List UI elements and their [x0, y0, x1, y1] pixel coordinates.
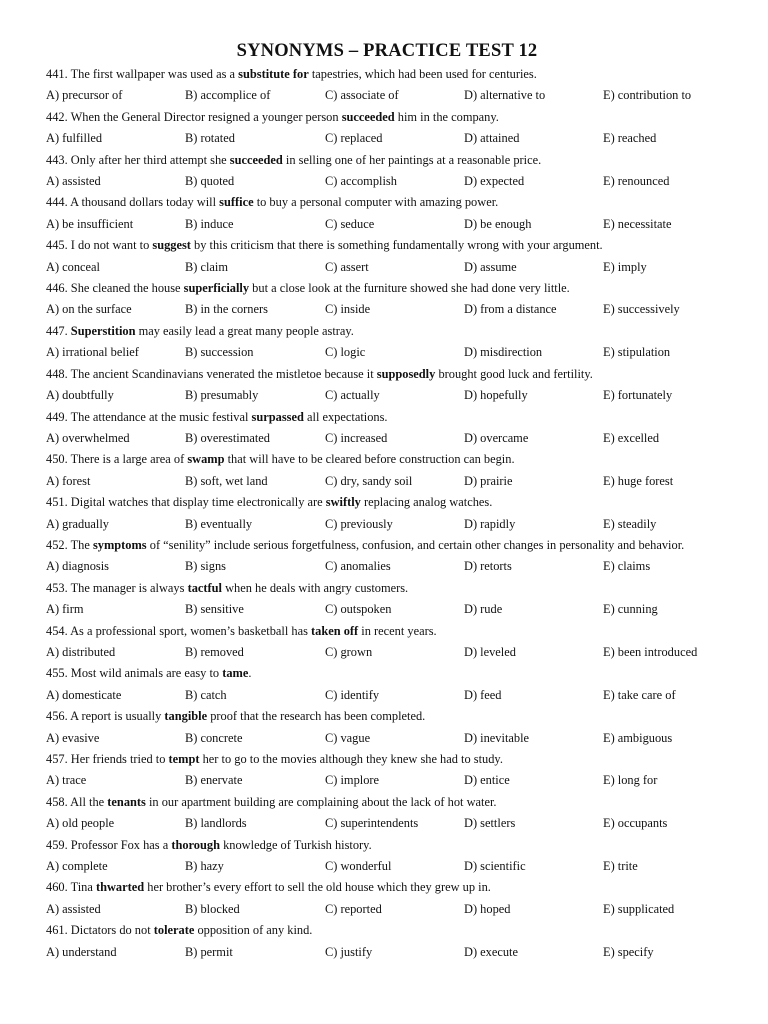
answer-options [46, 770, 728, 791]
answer-option-c: C) identify [325, 687, 380, 702]
answer-option-a: A) old people [46, 816, 115, 831]
answer-option-b: B) claim [185, 259, 229, 274]
question-number: 452. [46, 537, 68, 552]
question-text: There is a large area of [70, 452, 185, 467]
answer-options [46, 85, 728, 106]
key-word: surpassed [251, 409, 304, 424]
answer-option-e: E) imply [603, 259, 647, 274]
key-word: suffice [219, 195, 254, 210]
question-text: All the [70, 794, 105, 809]
answer-option-d: D) misdirection [464, 345, 543, 360]
answer-option-b: B) overestimated [185, 430, 270, 445]
answer-option-e: E) been introduced [603, 644, 698, 659]
question-text: opposition of any kind. [197, 923, 313, 938]
question-text: Professor Fox has a [70, 837, 169, 852]
answer-option-e: E) take care of [603, 687, 676, 702]
question-text: brought good luck and fertility. [438, 366, 593, 381]
key-word: supposedly [376, 366, 436, 381]
question-text: The [70, 537, 90, 552]
question-number: 447. [46, 323, 68, 338]
answer-option-c: C) implore [325, 773, 380, 788]
answer-option-a: A) firm [46, 602, 84, 617]
key-word: superficially [183, 281, 250, 296]
question-text: A report is usually [70, 709, 162, 724]
question-text: Only after her third attempt she [70, 152, 227, 167]
answer-option-c: C) replaced [325, 131, 383, 146]
answer-option-e: E) excelled [603, 430, 660, 445]
answer-option-b: B) catch [185, 687, 227, 702]
answer-option-e: E) occupants [603, 816, 668, 831]
answer-options [46, 942, 728, 963]
question-457 [46, 749, 728, 770]
answer-option-c: C) associate of [325, 88, 399, 103]
answer-options [46, 471, 728, 492]
question-451 [46, 492, 728, 513]
question-number: 454. [46, 623, 68, 638]
key-word: tangible [164, 709, 208, 724]
answer-option-d: D) assume [464, 259, 517, 274]
answer-option-e: E) successively [603, 302, 680, 317]
question-455 [46, 663, 728, 684]
answer-option-b: B) eventually [185, 516, 253, 531]
answer-option-e: E) long for [603, 773, 658, 788]
answer-options [46, 385, 728, 406]
question-text: I do not want to [70, 238, 150, 253]
question-text: replacing analog watches. [363, 495, 493, 510]
key-word: substitute for [238, 67, 309, 81]
question-text: The ancient Scandinavians venerated the mistletoe because it [70, 366, 374, 381]
answer-option-b: B) succession [185, 345, 254, 360]
question-449 [46, 407, 728, 428]
question-text: proof that the research has been completed. [210, 709, 426, 724]
question-number: 442. [46, 109, 68, 124]
question-text: that will have to be cleared before construction can begin. [227, 452, 515, 467]
answer-option-e: E) renounced [603, 174, 670, 189]
question-text: in our apartment building are complaining about the lack of hot water. [148, 794, 497, 809]
key-word: swamp [187, 452, 225, 467]
answer-option-b: B) induce [185, 216, 234, 231]
answer-option-d: D) hopefully [464, 388, 528, 403]
answer-option-d: D) entice [464, 773, 510, 788]
question-text: in recent years. [361, 623, 437, 638]
answer-option-d: D) scientific [464, 859, 526, 874]
question-number: 453. [46, 580, 68, 595]
answer-options [46, 428, 728, 449]
answer-option-d: D) hoped [464, 901, 511, 916]
question-number: 448. [46, 366, 68, 381]
key-word: tame [222, 666, 249, 681]
answer-option-c: C) vague [325, 730, 371, 745]
answer-option-e: E) ambiguous [603, 730, 673, 745]
question-number: 444. [46, 195, 68, 210]
key-word: thwarted [95, 880, 145, 895]
key-word: swiftly [325, 495, 361, 510]
answer-option-a: A) forest [46, 473, 91, 488]
answer-option-d: D) expected [464, 174, 525, 189]
question-text: by this criticism that there is something fundamentally wrong with your argument. [194, 238, 603, 253]
answer-option-d: D) feed [464, 687, 502, 702]
question-444 [46, 192, 728, 213]
key-word: thorough [171, 837, 220, 852]
question-text: may easily lead a great many people astray. [138, 323, 354, 338]
answer-option-e: E) fortunately [603, 388, 673, 403]
question-456 [46, 706, 728, 727]
question-447 [46, 321, 728, 342]
key-word: tolerate [153, 923, 195, 938]
answer-option-d: D) rude [464, 602, 503, 617]
question-text: As a professional sport, women’s basketball has [70, 623, 308, 638]
answer-option-d: D) attained [464, 131, 520, 146]
answer-option-a: A) fulfilled [46, 131, 103, 146]
answer-options [46, 128, 728, 149]
answer-option-b: B) enervate [185, 773, 243, 788]
answer-option-b: B) quoted [185, 174, 235, 189]
answer-options [46, 642, 728, 663]
question-number: 449. [46, 409, 68, 424]
answer-option-d: D) be enough [464, 216, 532, 231]
question-text: knowledge of Turkish history. [223, 837, 372, 852]
answer-options [46, 813, 728, 834]
answer-option-a: A) assisted [46, 174, 101, 189]
key-word: succeeded [229, 152, 283, 167]
answer-option-b: B) hazy [185, 859, 224, 874]
question-442 [46, 107, 728, 128]
answer-option-c: C) increased [325, 430, 388, 445]
question-text: of “senility” include serious forgetfulness, confusion, and certain other changes in personality and behavior. [149, 537, 685, 552]
answer-option-c: C) outspoken [325, 602, 392, 617]
question-number: 446. [46, 281, 68, 296]
question-text: all expectations. [307, 409, 388, 424]
answer-option-e: E) claims [603, 559, 651, 574]
key-word: taken off [311, 623, 359, 638]
question-text: Her friends tried to [70, 752, 166, 766]
answer-option-b: B) permit [185, 944, 233, 959]
answer-option-b: B) soft, wet land [185, 473, 268, 488]
question-text: Most wild animals are easy to [70, 666, 220, 681]
answer-option-c: C) assert [325, 259, 369, 274]
question-text: The first wallpaper was used as a [70, 67, 236, 81]
answer-option-c: C) superintendents [325, 816, 419, 831]
answer-option-e: E) reached [603, 131, 657, 146]
question-454 [46, 621, 728, 642]
question-text: in selling one of her paintings at a reasonable price. [285, 152, 542, 167]
answer-options [46, 514, 728, 535]
answer-option-d: D) rapidly [464, 516, 516, 531]
question-number: 445. [46, 238, 68, 253]
answer-option-a: A) irrational belief [46, 345, 139, 360]
answer-option-a: A) gradually [46, 516, 109, 531]
question-text: to buy a personal computer with amazing power. [256, 195, 499, 210]
question-number: 458. [46, 794, 68, 809]
answer-option-d: D) retorts [464, 559, 512, 574]
answer-option-e: E) supplicated [603, 901, 675, 916]
answer-option-a: A) distributed [46, 644, 116, 659]
answer-option-e: E) trite [603, 859, 638, 874]
key-word: suggest [152, 238, 191, 253]
answer-option-a: A) understand [46, 944, 117, 959]
answer-option-b: B) accomplice of [185, 88, 271, 103]
answer-option-a: A) evasive [46, 730, 100, 745]
answer-option-a: A) domesticate [46, 687, 122, 702]
answer-option-c: C) dry, sandy soil [325, 473, 413, 488]
question-text: The attendance at the music festival [70, 409, 249, 424]
question-text: her brother’s every effort to sell the old house which they grew up in. [147, 880, 491, 895]
answer-option-c: C) justify [325, 944, 373, 959]
answer-option-b: B) landlords [185, 816, 247, 831]
answer-option-c: C) inside [325, 302, 371, 317]
answer-option-d: D) alternative to [464, 88, 546, 103]
key-word: tempt [168, 752, 200, 766]
question-text: When the General Director resigned a younger person [70, 109, 339, 124]
answer-option-e: E) stipulation [603, 345, 671, 360]
question-text: him in the company. [397, 109, 499, 124]
answer-option-b: B) presumably [185, 388, 259, 403]
answer-option-d: D) inevitable [464, 730, 530, 745]
answer-option-c: C) actually [325, 388, 380, 403]
question-text: . [248, 666, 252, 681]
question-448 [46, 364, 728, 385]
key-word: tactful [187, 580, 222, 595]
answer-option-a: A) doubtfully [46, 388, 114, 403]
answer-option-a: A) overwhelmed [46, 430, 130, 445]
question-text: her to go to the movies although they knew she had to study. [202, 752, 503, 766]
question-text: Tina [70, 880, 93, 895]
answer-option-e: E) specify [603, 944, 654, 959]
answer-options [46, 214, 728, 235]
question-number: 456. [46, 709, 68, 724]
answer-options [46, 556, 728, 577]
question-text: when he deals with angry customers. [225, 580, 409, 595]
question-text: Digital watches that display time electronically are [70, 495, 323, 510]
answer-option-d: D) overcame [464, 430, 529, 445]
answer-options [46, 856, 728, 877]
answer-option-a: A) assisted [46, 901, 101, 916]
question-460 [46, 877, 728, 898]
answer-option-c: C) grown [325, 644, 373, 659]
question-number: 455. [46, 666, 68, 681]
question-450 [46, 449, 728, 470]
question-number: 443. [46, 152, 68, 167]
answer-option-a: A) diagnosis [46, 559, 109, 574]
key-word: symptoms [92, 537, 147, 552]
answer-option-e: E) contribution to [603, 88, 692, 103]
answer-option-b: B) sensitive [185, 602, 244, 617]
answer-option-a: A) trace [46, 773, 87, 788]
answer-option-e: E) cunning [603, 602, 658, 617]
answer-option-c: C) seduce [325, 216, 375, 231]
question-text: She cleaned the house [70, 281, 181, 296]
answer-options [46, 599, 728, 620]
question-number: 460. [46, 880, 68, 895]
answer-option-d: D) from a distance [464, 302, 557, 317]
answer-option-b: B) blocked [185, 901, 240, 916]
answer-option-d: D) leveled [464, 644, 516, 659]
question-446 [46, 278, 728, 299]
answer-option-a: A) on the surface [46, 302, 132, 317]
question-number: 451. [46, 495, 68, 510]
question-445 [46, 235, 728, 256]
answer-option-b: B) in the corners [185, 302, 268, 317]
answer-option-b: B) concrete [185, 730, 243, 745]
answer-option-c: C) previously [325, 516, 393, 531]
answer-option-a: A) complete [46, 859, 108, 874]
question-text: but a close look at the furniture showed she had done very little. [252, 281, 570, 296]
answer-options [46, 899, 728, 920]
question-458 [46, 792, 728, 813]
answer-options [46, 685, 728, 706]
answer-option-d: D) execute [464, 944, 519, 959]
question-text: Dictators do not [70, 923, 151, 938]
answer-option-d: D) settlers [464, 816, 516, 831]
answer-option-e: E) huge forest [603, 473, 674, 488]
answer-option-a: A) be insufficient [46, 216, 134, 231]
question-text: tapestries, which had been used for centuries. [311, 67, 537, 81]
question-list [46, 64, 728, 963]
answer-option-c: C) logic [325, 345, 366, 360]
question-text: The manager is always [70, 580, 185, 595]
question-453 [46, 578, 728, 599]
key-word: tenants [107, 794, 146, 809]
question-461 [46, 920, 728, 941]
answer-option-e: E) necessitate [603, 216, 672, 231]
question-number: 450. [46, 452, 68, 467]
answer-option-c: C) reported [325, 901, 382, 916]
question-text: A thousand dollars today will [70, 195, 217, 210]
answer-option-b: B) signs [185, 559, 226, 574]
answer-option-b: B) rotated [185, 131, 235, 146]
page-title: SYNONYMS – PRACTICE TEST 12 [236, 41, 538, 61]
answer-option-b: B) removed [185, 644, 244, 659]
answer-option-c: C) accomplish [325, 174, 397, 189]
answer-options [46, 342, 728, 363]
question-452 [46, 535, 728, 556]
question-number: 459. [46, 837, 68, 852]
key-word: Superstition [70, 323, 136, 338]
answer-option-e: E) steadily [603, 516, 657, 531]
answer-options [46, 257, 728, 278]
answer-options [46, 299, 728, 320]
answer-options [46, 728, 728, 749]
answer-options [46, 171, 728, 192]
answer-option-c: C) wonderful [325, 859, 392, 874]
question-441 [46, 64, 728, 85]
answer-option-a: A) precursor of [46, 88, 123, 103]
question-number: 461. [46, 923, 68, 938]
answer-option-a: A) conceal [46, 259, 101, 274]
question-number: 441. [46, 67, 68, 81]
answer-option-d: D) prairie [464, 473, 513, 488]
question-number: 457. [46, 752, 68, 766]
answer-option-c: C) anomalies [325, 559, 391, 574]
question-459 [46, 835, 728, 856]
key-word: succeeded [341, 109, 395, 124]
question-443 [46, 150, 728, 171]
